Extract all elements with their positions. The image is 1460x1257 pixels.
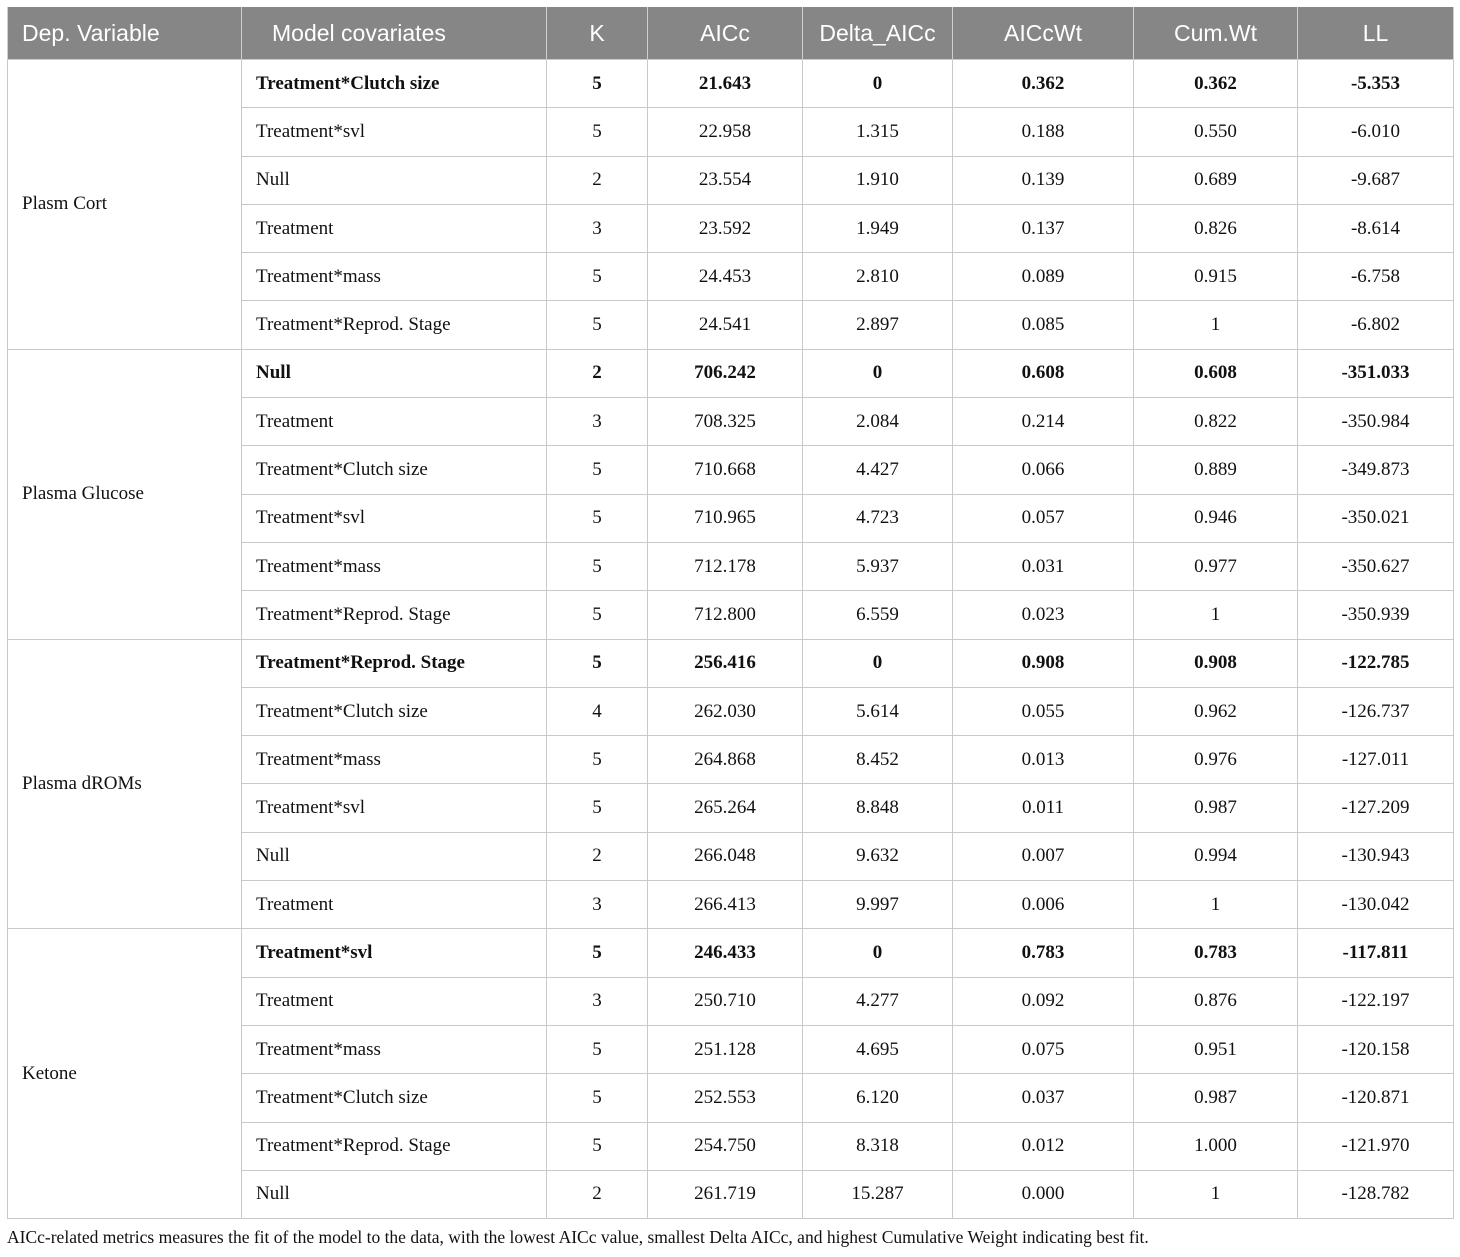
aiccwt-cell: 0.139 [953, 156, 1134, 204]
k-cell: 5 [547, 542, 648, 590]
model-covariates-cell: Null [242, 349, 547, 397]
aicc-cell: 24.453 [648, 253, 803, 301]
model-covariates-cell: Treatment*Clutch size [242, 60, 547, 108]
header-aiccwt: AICcWt [953, 7, 1134, 60]
ll-cell: -122.785 [1298, 639, 1454, 687]
k-cell: 3 [547, 204, 648, 252]
model-covariates-cell: Treatment*svl [242, 108, 547, 156]
ll-cell: -9.687 [1298, 156, 1454, 204]
cumwt-cell: 0.822 [1134, 398, 1298, 446]
header-dep-variable: Dep. Variable [8, 7, 242, 60]
table-row [8, 349, 1454, 397]
delta-aicc-cell: 4.723 [803, 494, 953, 542]
aiccwt-cell: 0.608 [953, 349, 1134, 397]
cumwt-cell: 1 [1134, 1170, 1298, 1218]
model-covariates-cell: Treatment*Reprod. Stage [242, 301, 547, 349]
model-covariates-cell: Treatment*mass [242, 1025, 547, 1073]
ll-cell: -349.873 [1298, 446, 1454, 494]
delta-aicc-cell: 8.848 [803, 784, 953, 832]
delta-aicc-cell: 0 [803, 60, 953, 108]
aicc-cell: 712.800 [648, 591, 803, 639]
k-cell: 5 [547, 60, 648, 108]
aicc-cell: 250.710 [648, 977, 803, 1025]
aiccwt-cell: 0.089 [953, 253, 1134, 301]
ll-cell: -130.943 [1298, 832, 1454, 880]
model-covariates-cell: Treatment [242, 881, 547, 929]
aiccwt-cell: 0.006 [953, 881, 1134, 929]
aiccwt-cell: 0.783 [953, 929, 1134, 977]
aicc-cell: 712.178 [648, 542, 803, 590]
header-model-covariates: Model covariates [242, 7, 547, 60]
model-covariates-cell: Treatment [242, 398, 547, 446]
model-selection-table [7, 7, 1454, 1219]
model-covariates-cell: Treatment [242, 977, 547, 1025]
aicc-cell: 261.719 [648, 1170, 803, 1218]
delta-aicc-cell: 1.315 [803, 108, 953, 156]
aicc-cell: 251.128 [648, 1025, 803, 1073]
aiccwt-cell: 0.066 [953, 446, 1134, 494]
delta-aicc-cell: 0 [803, 929, 953, 977]
aiccwt-cell: 0.037 [953, 1074, 1134, 1122]
table-body [8, 60, 1454, 1219]
k-cell: 5 [547, 639, 648, 687]
delta-aicc-cell: 9.997 [803, 881, 953, 929]
cumwt-cell: 0.908 [1134, 639, 1298, 687]
cumwt-cell: 0.876 [1134, 977, 1298, 1025]
delta-aicc-cell: 2.084 [803, 398, 953, 446]
aicc-cell: 256.416 [648, 639, 803, 687]
delta-aicc-cell: 2.810 [803, 253, 953, 301]
header-k: K [547, 7, 648, 60]
delta-aicc-cell: 2.897 [803, 301, 953, 349]
k-cell: 2 [547, 1170, 648, 1218]
cumwt-cell: 0.783 [1134, 929, 1298, 977]
aicc-cell: 266.048 [648, 832, 803, 880]
header-row [8, 7, 1454, 60]
model-covariates-cell: Treatment*Clutch size [242, 687, 547, 735]
delta-aicc-cell: 8.318 [803, 1122, 953, 1170]
ll-cell: -6.802 [1298, 301, 1454, 349]
model-covariates-cell: Treatment*svl [242, 494, 547, 542]
ll-cell: -350.021 [1298, 494, 1454, 542]
cumwt-cell: 0.994 [1134, 832, 1298, 880]
table-footnote: AICc-related metrics measures the fit of the model to the data, with the lowest AICc value, smallest Delta AICc, and highest Cumulative Weight indicating best fit. [7, 1227, 1149, 1247]
k-cell: 5 [547, 1025, 648, 1073]
table-row [8, 60, 1454, 108]
aicc-cell: 23.554 [648, 156, 803, 204]
aicc-cell: 265.264 [648, 784, 803, 832]
delta-aicc-cell: 5.937 [803, 542, 953, 590]
model-covariates-cell: Treatment*Reprod. Stage [242, 591, 547, 639]
ll-cell: -128.782 [1298, 1170, 1454, 1218]
aicc-cell: 710.965 [648, 494, 803, 542]
aiccwt-cell: 0.092 [953, 977, 1134, 1025]
k-cell: 3 [547, 398, 648, 446]
delta-aicc-cell: 1.949 [803, 204, 953, 252]
k-cell: 5 [547, 301, 648, 349]
model-covariates-cell: Null [242, 156, 547, 204]
cumwt-cell: 1 [1134, 881, 1298, 929]
model-covariates-cell: Treatment*Clutch size [242, 1074, 547, 1122]
k-cell: 5 [547, 784, 648, 832]
ll-cell: -8.614 [1298, 204, 1454, 252]
aiccwt-cell: 0.012 [953, 1122, 1134, 1170]
model-covariates-cell: Treatment*Reprod. Stage [242, 639, 547, 687]
model-covariates-cell: Treatment [242, 204, 547, 252]
header-delta-aicc: Delta_AICc [803, 7, 953, 60]
cumwt-cell: 0.915 [1134, 253, 1298, 301]
delta-aicc-cell: 0 [803, 639, 953, 687]
aiccwt-cell: 0.007 [953, 832, 1134, 880]
k-cell: 5 [547, 494, 648, 542]
aicc-cell: 708.325 [648, 398, 803, 446]
aicc-cell: 262.030 [648, 687, 803, 735]
model-covariates-cell: Null [242, 1170, 547, 1218]
ll-cell: -351.033 [1298, 349, 1454, 397]
ll-cell: -117.811 [1298, 929, 1454, 977]
delta-aicc-cell: 5.614 [803, 687, 953, 735]
model-covariates-cell: Treatment*mass [242, 542, 547, 590]
delta-aicc-cell: 9.632 [803, 832, 953, 880]
dep-variable-cell: Plasma dROMs [8, 639, 242, 929]
aiccwt-cell: 0.023 [953, 591, 1134, 639]
aiccwt-cell: 0.013 [953, 736, 1134, 784]
model-covariates-cell: Treatment*svl [242, 784, 547, 832]
dep-variable-cell: Ketone [8, 929, 242, 1219]
k-cell: 3 [547, 881, 648, 929]
table-row [8, 639, 1454, 687]
delta-aicc-cell: 15.287 [803, 1170, 953, 1218]
delta-aicc-cell: 6.559 [803, 591, 953, 639]
k-cell: 5 [547, 736, 648, 784]
aicc-cell: 21.643 [648, 60, 803, 108]
cumwt-cell: 0.987 [1134, 1074, 1298, 1122]
cumwt-cell: 0.689 [1134, 156, 1298, 204]
aicc-cell: 22.958 [648, 108, 803, 156]
cumwt-cell: 1 [1134, 301, 1298, 349]
aicc-cell: 24.541 [648, 301, 803, 349]
aicc-cell: 710.668 [648, 446, 803, 494]
aicc-cell: 266.413 [648, 881, 803, 929]
model-covariates-cell: Treatment*Reprod. Stage [242, 1122, 547, 1170]
k-cell: 2 [547, 156, 648, 204]
k-cell: 2 [547, 832, 648, 880]
cumwt-cell: 0.946 [1134, 494, 1298, 542]
cumwt-cell: 0.550 [1134, 108, 1298, 156]
table-row [8, 929, 1454, 977]
aiccwt-cell: 0.011 [953, 784, 1134, 832]
model-covariates-cell: Treatment*Clutch size [242, 446, 547, 494]
k-cell: 5 [547, 1122, 648, 1170]
k-cell: 5 [547, 253, 648, 301]
aiccwt-cell: 0.908 [953, 639, 1134, 687]
aiccwt-cell: 0.075 [953, 1025, 1134, 1073]
cumwt-cell: 0.889 [1134, 446, 1298, 494]
aicc-cell: 264.868 [648, 736, 803, 784]
aicc-cell: 254.750 [648, 1122, 803, 1170]
cumwt-cell: 0.962 [1134, 687, 1298, 735]
delta-aicc-cell: 0 [803, 349, 953, 397]
aiccwt-cell: 0.057 [953, 494, 1134, 542]
ll-cell: -350.939 [1298, 591, 1454, 639]
model-covariates-cell: Null [242, 832, 547, 880]
aiccwt-cell: 0.362 [953, 60, 1134, 108]
cumwt-cell: 0.826 [1134, 204, 1298, 252]
ll-cell: -122.197 [1298, 977, 1454, 1025]
cumwt-cell: 0.608 [1134, 349, 1298, 397]
cumwt-cell: 0.976 [1134, 736, 1298, 784]
cumwt-cell: 1.000 [1134, 1122, 1298, 1170]
header-cumwt: Cum.Wt [1134, 7, 1298, 60]
cumwt-cell: 0.951 [1134, 1025, 1298, 1073]
delta-aicc-cell: 4.277 [803, 977, 953, 1025]
aiccwt-cell: 0.000 [953, 1170, 1134, 1218]
delta-aicc-cell: 1.910 [803, 156, 953, 204]
aiccwt-cell: 0.085 [953, 301, 1134, 349]
aiccwt-cell: 0.055 [953, 687, 1134, 735]
k-cell: 5 [547, 929, 648, 977]
k-cell: 5 [547, 1074, 648, 1122]
k-cell: 4 [547, 687, 648, 735]
k-cell: 5 [547, 108, 648, 156]
k-cell: 5 [547, 446, 648, 494]
cumwt-cell: 0.977 [1134, 542, 1298, 590]
ll-cell: -350.627 [1298, 542, 1454, 590]
cumwt-cell: 0.987 [1134, 784, 1298, 832]
ll-cell: -6.758 [1298, 253, 1454, 301]
ll-cell: -127.011 [1298, 736, 1454, 784]
delta-aicc-cell: 4.427 [803, 446, 953, 494]
dep-variable-cell: Plasm Cort [8, 60, 242, 350]
ll-cell: -350.984 [1298, 398, 1454, 446]
ll-cell: -120.871 [1298, 1074, 1454, 1122]
ll-cell: -126.737 [1298, 687, 1454, 735]
delta-aicc-cell: 4.695 [803, 1025, 953, 1073]
delta-aicc-cell: 8.452 [803, 736, 953, 784]
aiccwt-cell: 0.137 [953, 204, 1134, 252]
dep-variable-cell: Plasma Glucose [8, 349, 242, 639]
k-cell: 3 [547, 977, 648, 1025]
model-covariates-cell: Treatment*mass [242, 253, 547, 301]
aiccwt-cell: 0.188 [953, 108, 1134, 156]
ll-cell: -127.209 [1298, 784, 1454, 832]
cumwt-cell: 1 [1134, 591, 1298, 639]
model-covariates-cell: Treatment*mass [242, 736, 547, 784]
aicc-cell: 252.553 [648, 1074, 803, 1122]
ll-cell: -130.042 [1298, 881, 1454, 929]
header-ll: LL [1298, 7, 1454, 60]
aicc-cell: 706.242 [648, 349, 803, 397]
model-selection-table-container [7, 7, 1453, 1219]
cumwt-cell: 0.362 [1134, 60, 1298, 108]
ll-cell: -121.970 [1298, 1122, 1454, 1170]
aiccwt-cell: 0.031 [953, 542, 1134, 590]
header-aicc: AICc [648, 7, 803, 60]
model-covariates-cell: Treatment*svl [242, 929, 547, 977]
k-cell: 5 [547, 591, 648, 639]
aicc-cell: 23.592 [648, 204, 803, 252]
k-cell: 2 [547, 349, 648, 397]
ll-cell: -5.353 [1298, 60, 1454, 108]
delta-aicc-cell: 6.120 [803, 1074, 953, 1122]
aicc-cell: 246.433 [648, 929, 803, 977]
ll-cell: -120.158 [1298, 1025, 1454, 1073]
ll-cell: -6.010 [1298, 108, 1454, 156]
aiccwt-cell: 0.214 [953, 398, 1134, 446]
